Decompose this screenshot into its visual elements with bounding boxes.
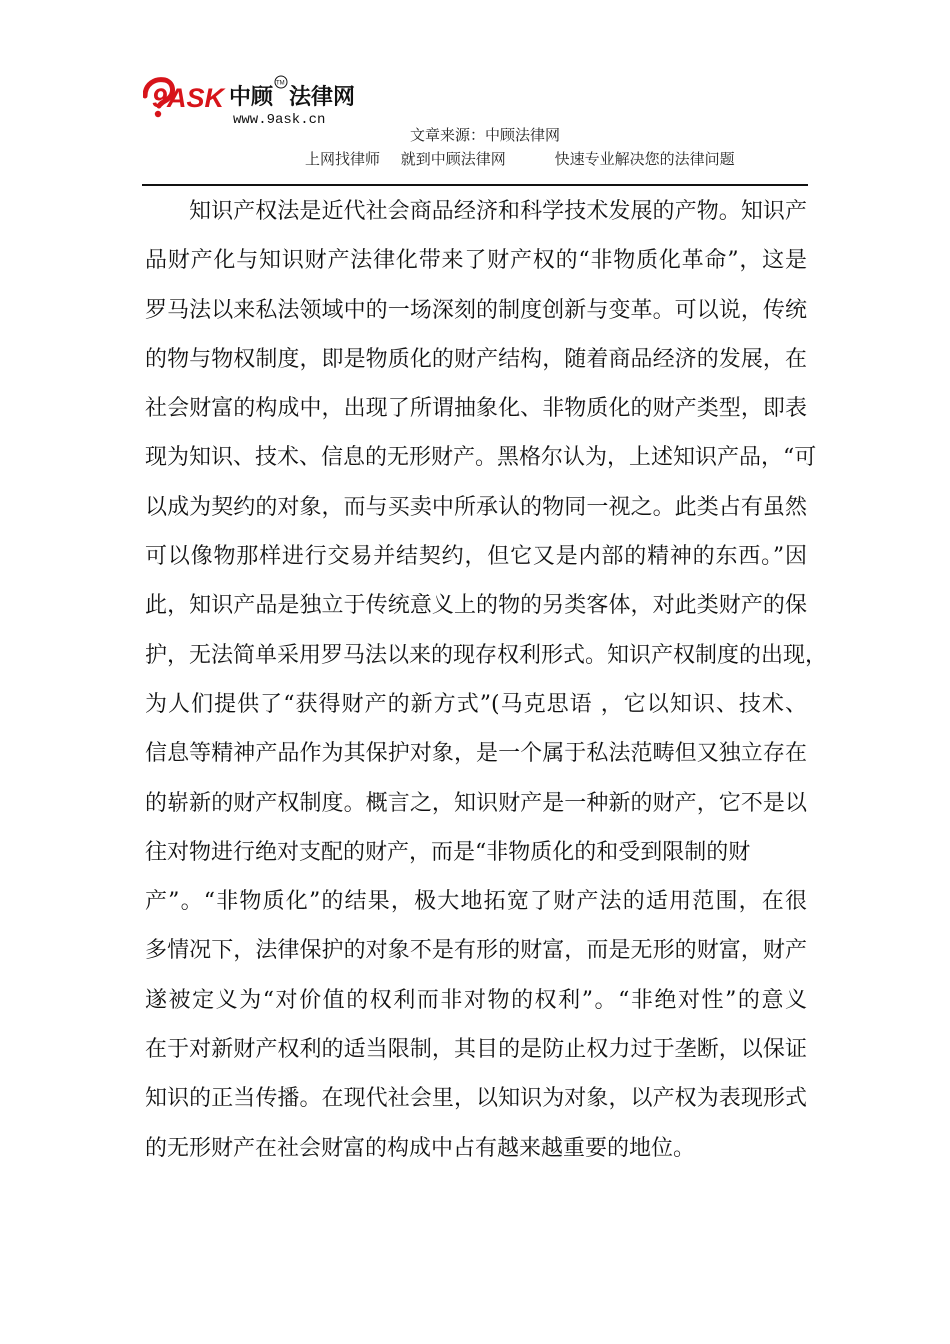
article-line: 产”。“非物质化”的结果，极大地拓宽了财产法的适用范围，在很 bbox=[145, 889, 807, 915]
logo-brand-mark: 9ASK bbox=[152, 83, 225, 113]
article-line: 信息等精神产品作为其保护对象，是一个属于私法范畴但又独立存在 bbox=[145, 741, 807, 767]
article-line: 护，无法简单采用罗马法以来的现存权利形式。知识产权制度的出现， bbox=[145, 642, 828, 668]
article-line: 以成为契约的对象，而与买卖中所承认的物同一视之。此类占有虽然 bbox=[145, 494, 807, 520]
tagline-part-3: 快速专业解决您的法律问题 bbox=[554, 150, 735, 168]
article-line: 的崭新的财产权制度。概言之，知识财产是一种新的财产，它不是以 bbox=[145, 790, 807, 816]
article-line: 往对物进行绝对支配的财产，而是“非物质化的和受到限制的财 bbox=[145, 839, 751, 865]
logo-tm: TM bbox=[276, 80, 285, 87]
tagline-part-1: 上网找律师 bbox=[305, 150, 381, 168]
article-line: 知识产权法是近代社会商品经济和科学技术发展的产物。知识产 bbox=[189, 199, 807, 224]
article-line: 罗马法以来私法领域中的一场深刻的制度创新与变革。可以说，传统 bbox=[145, 297, 807, 323]
logo-url: www.9ask.cn bbox=[233, 112, 326, 128]
tagline-part-2: 就到中顾法律网 bbox=[400, 150, 506, 168]
site-tagline bbox=[305, 150, 735, 168]
header-divider bbox=[142, 184, 808, 186]
logo-brand-cn2: 法律网 bbox=[289, 85, 356, 110]
article-line: 此，知识产品是独立于传统意义上的物的另类客体，对此类财产的保 bbox=[145, 593, 807, 619]
article-line: 的物与物权制度，即是物质化的财产结构，随着商品经济的发展，在 bbox=[145, 346, 807, 372]
article-line: 在于对新财产权利的适当限制，其目的是防止权力过于垄断，以保证 bbox=[145, 1037, 807, 1063]
article-line: 遂被定义为“对价值的权利而非对物的权利”。“非绝对性”的意义 bbox=[145, 987, 807, 1013]
article-line: 社会财富的构成中，出现了所谓抽象化、非物质化的财产类型，即表 bbox=[145, 396, 807, 422]
article-line: 的无形财产在社会财富的构成中占有越来越重要的地位。 bbox=[145, 1135, 696, 1161]
article-body bbox=[145, 187, 828, 1173]
article-line: 为人们提供了“获得财产的新方式”(马克思语 ，它以知识、技术、 bbox=[145, 691, 807, 717]
site-logo[interactable] bbox=[143, 74, 373, 130]
logo-brand-cn: 中顾 bbox=[229, 85, 274, 110]
article-source: 文章来源：中顾法律网 bbox=[410, 126, 561, 144]
article-line: 多情况下，法律保护的对象不是有形的财富，而是无形的财富，财产 bbox=[145, 938, 807, 964]
article-line: 现为知识、技术、信息的无形财产。黑格尔认为，上述知识产品，“可 bbox=[145, 445, 817, 471]
article-line: 知识的正当传播。在现代社会里，以知识为对象，以产权为表现形式 bbox=[145, 1086, 807, 1112]
article-line: 可以像物那样进行交易并结契约，但它又是内部的精神的东西。”因 bbox=[145, 544, 807, 570]
article-line: 品财产化与知识财产法律化带来了财产权的“非物质化革命”，这是 bbox=[145, 248, 807, 274]
